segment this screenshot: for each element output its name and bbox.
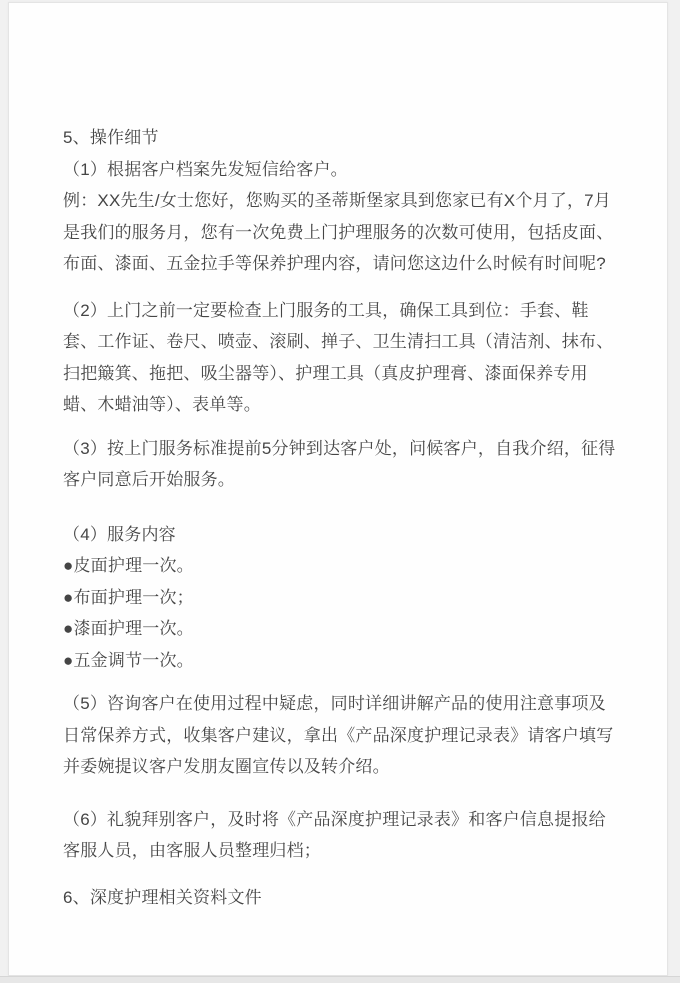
section-heading-5: 5、操作细节 <box>63 128 159 147</box>
page-gap-divider <box>0 976 680 983</box>
paragraph-item-3: （3）按上门服务标准提前5分钟到达客户处，问候客户，自我介绍，征得客户同意后开始服务。 <box>63 438 616 489</box>
bullet-paint-care: ●漆面护理一次。 <box>63 619 194 638</box>
paragraph-example-sms: 例：XX先生/女士您好，您购买的圣蒂斯堡家具到您家已有X个月了，7月是我们的服务月，您有一次免费上门护理服务的次数可使用，包括皮面、布面、漆面、五金拉手等保养护理内容，请问您这边什么时候有时间呢? <box>63 191 614 273</box>
document-page <box>8 2 668 976</box>
paragraph-item-5: （5）咨询客户在使用过程中疑虑，同时详细讲解产品的使用注意事项及日常保养方式，收集客户建议，拿出《产品深度护理记录表》请客户填写并委婉提议客户发朋友圈宣传以及转介绍。 <box>63 694 614 776</box>
paragraph-item-4: （4）服务内容 <box>63 524 176 544</box>
paragraph-item-1: （1）根据客户档案先发短信给客户。 <box>63 159 348 179</box>
section-heading-6: 6、深度护理相关资料文件 <box>63 887 262 907</box>
bullet-leather-care: ●皮面护理一次。 <box>63 556 194 575</box>
paragraph-item-6: （6）礼貌拜别客户，及时将《产品深度护理记录表》和客户信息提报给客服人员，由客服人员整理归档； <box>63 809 606 860</box>
paragraph-item-2: （2）上门之前一定要检查上门服务的工具，确保工具到位：手套、鞋套、工作证、卷尺、喷壶、滚刷、掸子、卫生清扫工具（清洁剂、抹布、扫把簸箕、拖把、吸尘器等）、护理工具（真皮护理膏、漆面保养专用蜡、木蜡油等）、表单等。 <box>63 300 614 414</box>
bullet-hardware-adjust: ●五金调节一次。 <box>63 650 194 670</box>
bullet-fabric-care: ●布面护理一次； <box>63 587 194 607</box>
